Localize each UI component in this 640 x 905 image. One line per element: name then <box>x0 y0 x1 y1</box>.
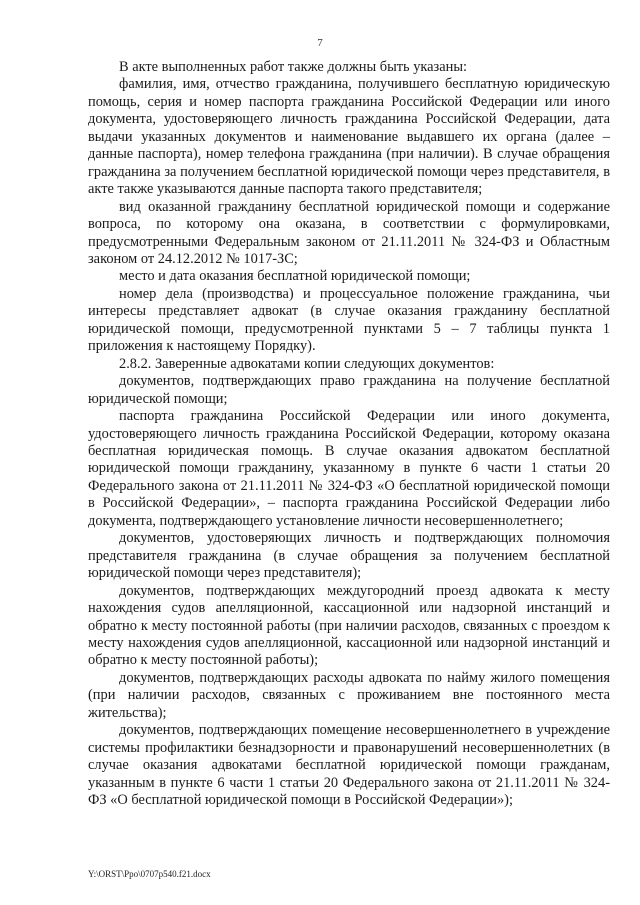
paragraph: документов, подтверждающих право гражданина на получение бесплатной юридической помощи; <box>88 373 610 407</box>
paragraph: место и дата оказания бесплатной юридической помощи; <box>119 268 471 285</box>
paragraph: номер дела (производства) и процессуальное положение гражданина, чьи интересы представляет адвокат (в случае оказания гражданину бесплатной юридической помощи, предусмотренной пунктами 5 – 7 таблицы пункта 1 приложения к настоящему Порядку). <box>88 285 610 355</box>
paragraph: В акте выполненных работ также должны быть указаны: <box>119 59 467 75</box>
paragraph: документов, подтверждающих помещение несовершеннолетнего в учреждение системы профилактики безнадзорности и правонарушений несовершеннолетних (в случае оказания адвокатами бесплатной юридической помощи гражданам, указанным в пункте 6 части 1 статьи 20 Федерального закона от 21.11.2011 № 324-ФЗ «О бесплатной юридической помощи в Российской Федерации»); <box>88 722 610 809</box>
section-heading-2-8-2: 2.8.2. Заверенные адвокатами копии следующих документов: <box>119 355 495 372</box>
paragraph: вид оказанной гражданину бесплатной юридической помощи и содержание вопроса, по которому она оказана, в соответствии с формулировками, предусмотренными Федеральным законом от 21.11.2011 № 324-ФЗ и Областным законом от 24.12.2012 № 1017-ЗС; <box>88 198 610 267</box>
paragraph: паспорта гражданина Российской Федерации или иного документа, удостоверяющего личность гражданина Российской Федерации, которому оказана бесплатная юридическая помощь. В случае оказания адвокатом бесплатной юридической помощи гражданину, указанному в пункте 6 части 1 статьи 20 Федерального закона от 21.11.2011 № 324-ФЗ «О бесплатной юридической помощи в Российской Федерации», – паспорта гражданина Российской Федерации либо документа, подтверждающего установление личности несовершеннолетнего; <box>88 408 610 529</box>
page-number: 7 <box>317 37 323 49</box>
document-body <box>88 59 610 809</box>
paragraph: документов, удостоверяющих личность и подтверждающих полномочия представителя гражданина (в случае обращения за получением бесплатной юридической помощи через представителя); <box>88 530 610 582</box>
paragraph: фамилия, имя, отчество гражданина, получившего бесплатную юридическую помощь, серия и номер паспорта гражданина Российской Федерации или иного документа, удостоверяющего личность гражданина Российской Федерации, дата выдачи указанных документов и наименование выдавшего их органа (далее – данные паспорта), номер телефона гражданина (при наличии). В случае обращения гражданина за получением бесплатной юридической помощи через представителя, в акте также указываются данные паспорта такого представителя; <box>88 76 610 198</box>
paragraph: документов, подтверждающих расходы адвоката по найму жилого помещения (при наличии расходов, связанных с проживанием вне постоянного места жительства); <box>88 669 610 721</box>
paragraph: документов, подтверждающих междугородний проезд адвоката к месту нахождения судов апелляционной, кассационной или надзорной инстанций и обратно к месту постоянной работы (при наличии расходов, связанных с проездом к месту нахождения судов апелляционной, кассационной или надзорной инстанций и обратно к месту постоянной работы); <box>88 582 610 669</box>
footer-file-path: Y:\ORST\Ppo\0707p540.f21.docx <box>88 869 211 879</box>
